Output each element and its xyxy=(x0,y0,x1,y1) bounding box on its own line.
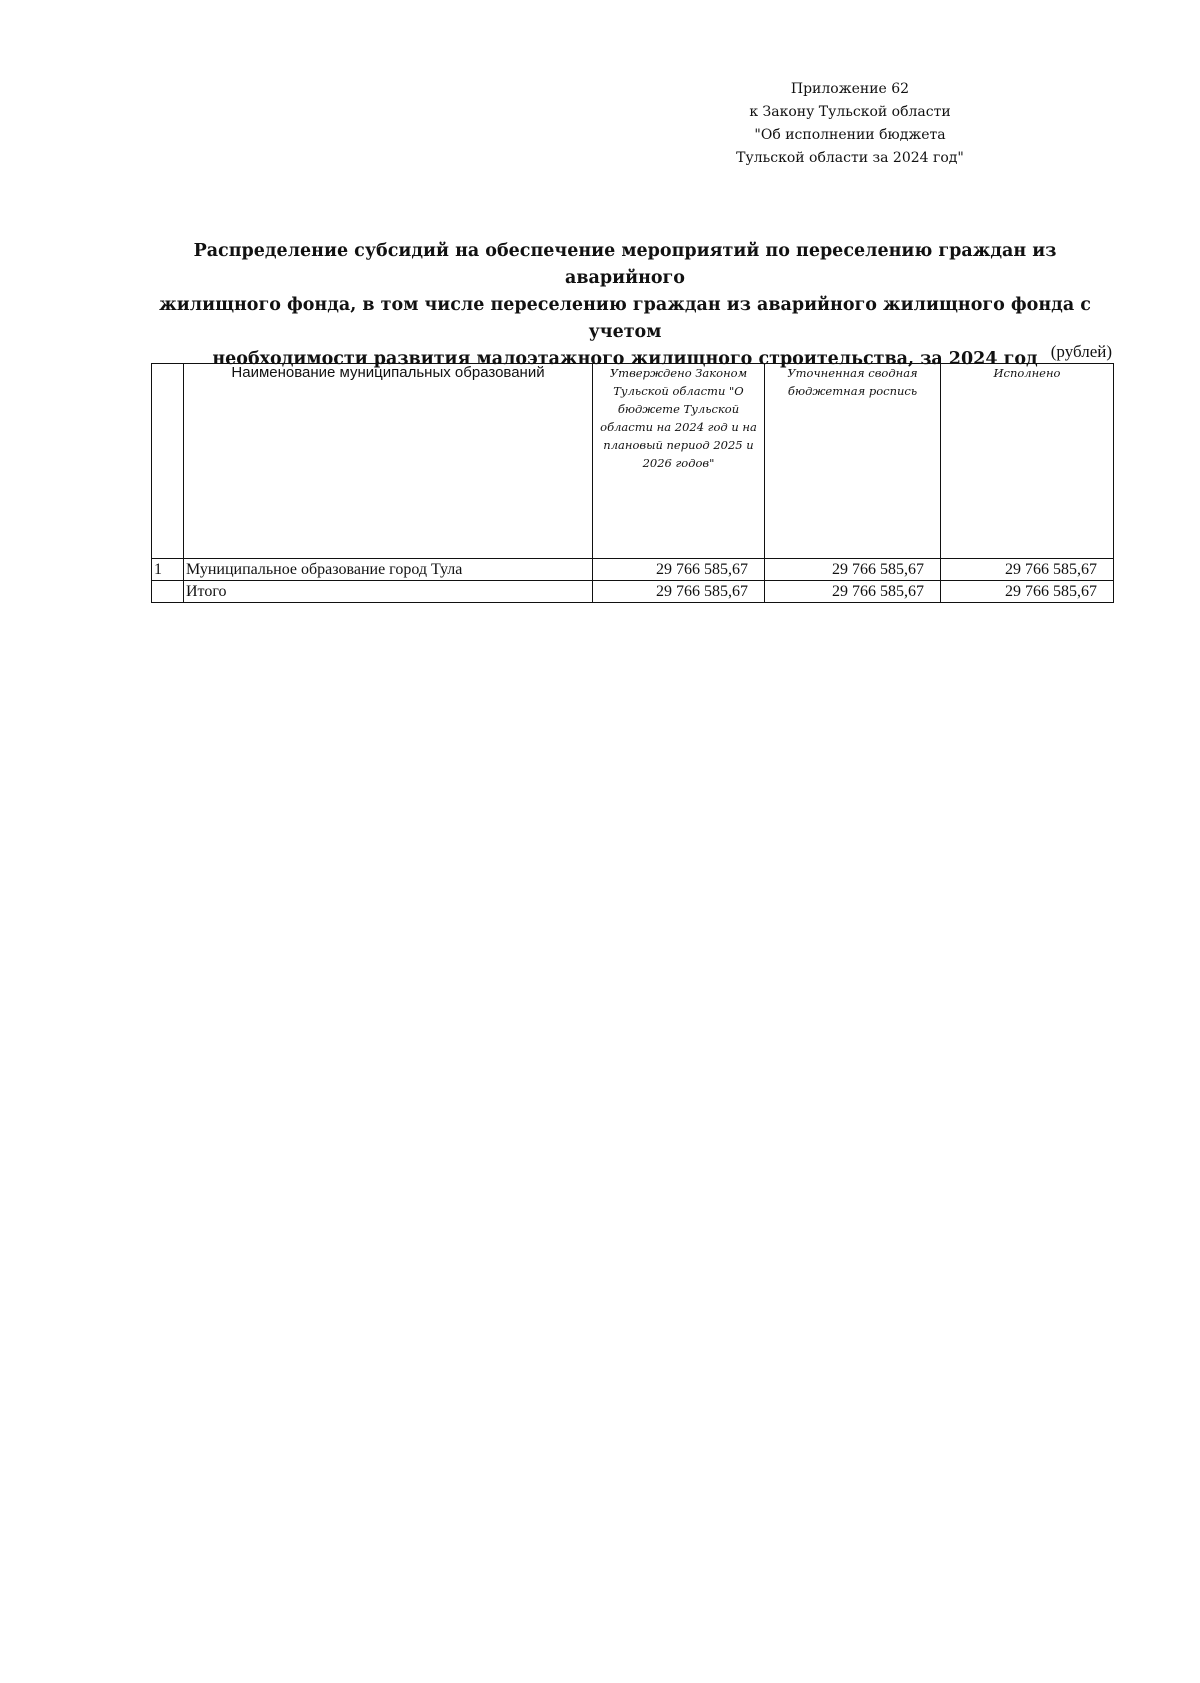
units-label: (рублей) xyxy=(1050,342,1112,361)
appendix-line: Тульской области за 2024 год" xyxy=(736,150,964,166)
title-line: Распределение субсидий на обеспечение мероприятий по переселению граждан из аварийного xyxy=(193,241,1057,288)
appendix-line: Приложение 62 xyxy=(790,81,910,97)
table-total-row xyxy=(152,581,1114,603)
header-approved-line: плановый период 2025 и xyxy=(603,438,754,452)
row-approved: 29 766 585,67 xyxy=(593,559,765,581)
table-row xyxy=(152,559,1114,581)
header-approved-line: Утверждено Законом xyxy=(609,366,748,380)
header-name: Наименование муниципальных образований xyxy=(184,364,593,559)
row-name: Муниципальное образование город Тула xyxy=(184,559,593,581)
document-title xyxy=(150,238,1100,373)
title-line: жилищного фонда, в том числе переселению граждан из аварийного жилищного фонда с учетом xyxy=(159,295,1091,342)
header-approved-line: бюджете Тульской xyxy=(617,402,740,416)
header-approved xyxy=(593,364,765,559)
row-approved: 29 766 585,67 xyxy=(593,581,765,603)
title-line: необходимости развития малоэтажного жилищного строительства, за 2024 год xyxy=(212,349,1038,369)
subsidy-table xyxy=(151,363,1114,603)
header-refined-line: Уточненная сводная xyxy=(787,366,918,380)
appendix-note xyxy=(700,78,1000,170)
appendix-line: к Закону Тульской области xyxy=(749,104,951,120)
row-refined: 29 766 585,67 xyxy=(765,581,941,603)
appendix-line: "Об исполнении бюджета xyxy=(754,127,946,143)
row-num: 1 xyxy=(152,559,184,581)
row-num xyxy=(152,581,184,603)
header-approved-line: 2026 годов" xyxy=(642,456,715,470)
row-executed: 29 766 585,67 xyxy=(941,581,1114,603)
header-num xyxy=(152,364,184,559)
header-approved-line: Тульской области "О xyxy=(613,384,744,398)
row-executed: 29 766 585,67 xyxy=(941,559,1114,581)
header-approved-line: области на 2024 год и на xyxy=(600,420,757,434)
row-refined: 29 766 585,67 xyxy=(765,559,941,581)
header-refined-line: бюджетная роспись xyxy=(787,384,918,398)
header-executed: Исполнено xyxy=(941,364,1114,559)
header-refined xyxy=(765,364,941,559)
table-header-row xyxy=(152,364,1114,559)
row-name: Итого xyxy=(184,581,593,603)
